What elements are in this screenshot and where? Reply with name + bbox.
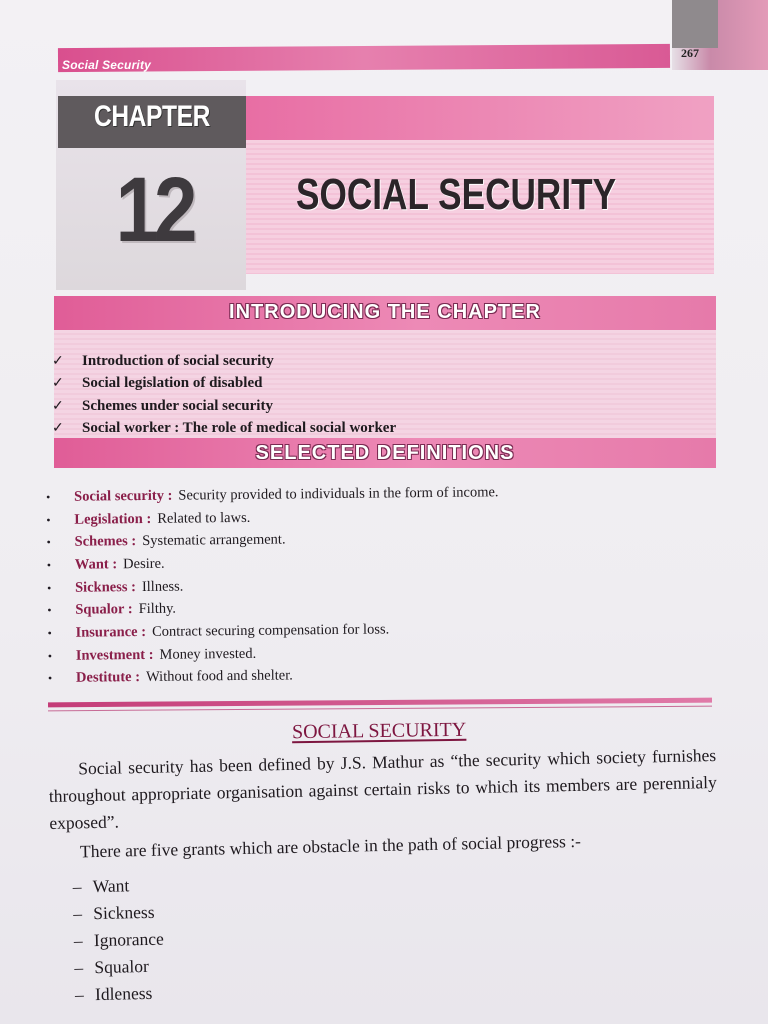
definitions-list: [46, 481, 501, 690]
definition-meaning: Security provided to individuals in the form of income.: [178, 484, 499, 504]
bullet-icon: •: [47, 625, 52, 640]
definition-meaning: Filthy.: [138, 600, 177, 618]
grant-item: – Want: [72, 860, 718, 901]
chapter-title: SOCIAL SECURITY: [296, 170, 617, 219]
intro-item: ✓ Introduction of social security: [52, 352, 274, 369]
paragraph: There are five grants which are obstacle in the path of social progress :-: [79, 830, 582, 862]
section-heading: SOCIAL SECURITY: [291, 718, 467, 744]
dash-icon: –: [73, 903, 83, 924]
definition-term: Legislation :: [74, 510, 152, 528]
grant-item: – Sickness: [73, 887, 719, 928]
grant-item: – Idleness: [75, 968, 721, 1009]
dash-icon: –: [74, 984, 84, 1005]
bullet-icon: •: [47, 671, 53, 686]
intro-item: ✓ Social legislation of disabled: [52, 375, 263, 392]
intro-item: ✓ Social worker : The role of medical social worker: [52, 420, 397, 437]
bullet-icon: •: [46, 557, 52, 572]
bullet-icon: •: [46, 535, 51, 550]
definition-term: Social security :: [74, 487, 173, 505]
chapter-number: 12: [115, 159, 193, 261]
check-icon: ✓: [52, 421, 64, 437]
page-number: 267: [681, 46, 699, 60]
definition-term: Insurance :: [75, 623, 147, 641]
check-icon: ✓: [52, 376, 64, 392]
running-header-label: Social Security: [62, 58, 152, 72]
definition-meaning: Illness.: [141, 578, 184, 595]
bullet-icon: •: [46, 580, 52, 595]
title-band: [246, 96, 714, 140]
definition-term: Sickness :: [74, 578, 136, 596]
grants-list: [72, 860, 721, 1008]
check-icon: ✓: [52, 398, 64, 414]
grant-item: – Squalor: [74, 941, 720, 982]
definition-meaning: Money invested.: [159, 645, 257, 663]
definition-meaning: Systematic arrangement.: [142, 531, 286, 550]
dash-icon: –: [72, 876, 82, 897]
definitions-heading: SELECTED DEFINITIONS: [255, 442, 515, 464]
dash-icon: –: [73, 930, 83, 951]
dash-icon: –: [74, 957, 84, 978]
chapter-label: CHAPTER: [93, 100, 211, 133]
paragraph: Social security has been defined by J.S. Mathur as “the security which society furnishes throughout appropriate organisation against certain risks to which its members are perennialy exposed”.: [48, 745, 717, 833]
definition-term: Schemes :: [74, 533, 137, 550]
definition-meaning: Desire.: [123, 555, 165, 573]
definition-meaning: Without food and shelter.: [145, 667, 293, 686]
intro-item: ✓ Schemes under social security: [52, 397, 273, 414]
bullet-icon: •: [46, 489, 51, 504]
definition-meaning: Related to laws.: [157, 509, 251, 527]
check-icon: ✓: [52, 353, 64, 369]
definition-term: Investment :: [75, 646, 154, 664]
bullet-icon: •: [47, 648, 53, 663]
definition-term: Want :: [74, 556, 118, 573]
page-edge-shadow: [672, 0, 718, 48]
intro-list: [52, 350, 396, 440]
definition-term: Destitute :: [75, 669, 141, 687]
bullet-icon: •: [46, 512, 51, 527]
definition-term: Squalor :: [75, 601, 133, 618]
bullet-icon: •: [47, 603, 52, 618]
definition-item: [48, 663, 501, 690]
definition-meaning: Contract securing compensation for loss.: [151, 621, 390, 640]
intro-heading: INTRODUCING THE CHAPTER: [229, 301, 541, 323]
grant-item: – Ignorance: [74, 914, 720, 955]
body-text: [48, 742, 721, 1009]
